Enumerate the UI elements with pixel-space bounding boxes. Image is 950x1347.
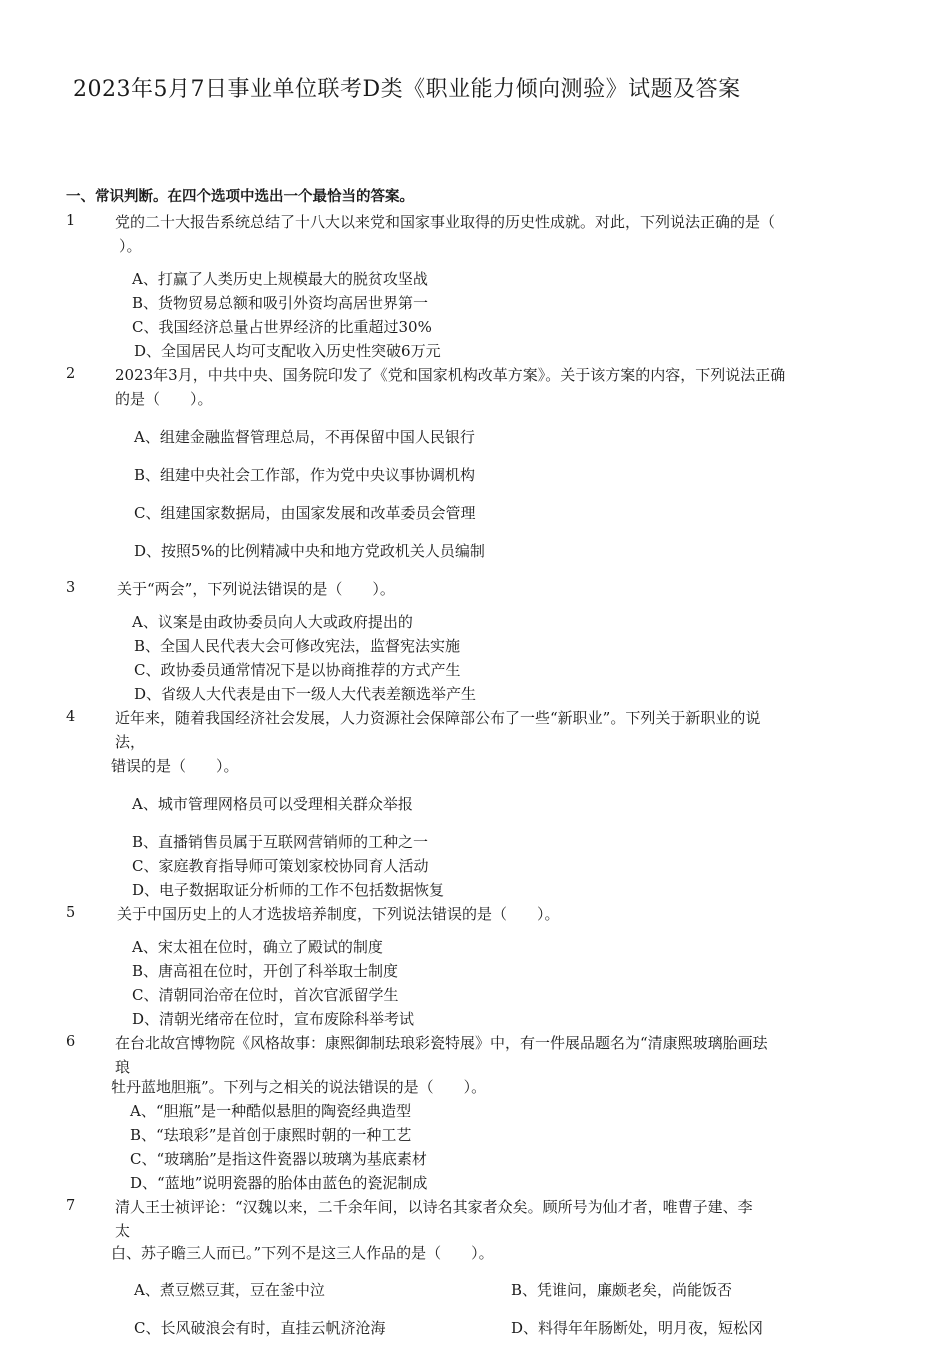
question-number: 3 (66, 580, 76, 596)
question-text: 琅 (115, 1058, 131, 1076)
question-text: 牡丹蓝地胆瓶”。下列与之相关的说法错误的是（ ）。 (111, 1078, 487, 1096)
option-d: D、省级人大代表是由下一级人大代表差额选举产生 (134, 685, 477, 703)
option-a: A、打赢了人类历史上规模最大的脱贫攻坚战 (132, 270, 428, 288)
question-number: 4 (66, 709, 76, 725)
option-c: C、我国经济总量占世界经济的比重超过30% (132, 318, 432, 336)
page-title: 2023年5月7日事业单位联考D类《职业能力倾向测验》试题及答案 (73, 77, 741, 102)
option-b: B、“珐琅彩”是首创于康熙时朝的一种工艺 (130, 1126, 412, 1144)
option-c: C、家庭教育指导师可策划家校协同育人活动 (132, 857, 429, 875)
question-text: 2023年3月，中共中央、国务院印发了《党和国家机构改革方案》。关于该方案的内容，下列说法正确 (115, 366, 786, 384)
question-text: 关于“两会”，下列说法错误的是（ ）。 (117, 580, 395, 598)
question-text: 党的二十大报告系统总结了十八大以来党和国家事业取得的历史性成就。对此，下列说法正确的是（ (115, 213, 776, 231)
question-number: 1 (66, 213, 76, 229)
option-c: C、长风破浪会有时，直挂云帆济沧海 (134, 1319, 386, 1337)
option-a: A、组建金融监督管理总局，不再保留中国人民银行 (134, 428, 475, 446)
question-text: 的是（ ）。 (115, 390, 213, 408)
question-number: 7 (66, 1198, 76, 1214)
option-c: C、政协委员通常情况下是以协商推荐的方式产生 (134, 661, 461, 679)
option-b: B、直播销售员属于互联网营销师的工种之一 (132, 833, 429, 851)
section-heading: 一、常识判断。在四个选项中选出一个最恰当的答案。 (66, 189, 414, 205)
option-b: B、全国人民代表大会可修改宪法，监督宪法实施 (134, 637, 461, 655)
question-text: 白、苏子瞻三人而已。”下列不是这三人作品的是（ ）。 (111, 1244, 494, 1262)
option-c: C、“玻璃胎”是指这件瓷器以玻璃为基底素材 (130, 1150, 427, 1168)
question-text: 在台北故宫博物院《风格故事：康熙御制珐琅彩瓷特展》中，有一件展品题名为“清康熙玻璃胎画珐 (115, 1034, 768, 1052)
option-a: A、宋太祖在位时，确立了殿试的制度 (132, 938, 383, 956)
question-text: 太 (115, 1222, 131, 1240)
option-d: D、清朝光绪帝在位时，宣布废除科举考试 (132, 1010, 415, 1028)
option-a: A、煮豆燃豆萁，豆在釜中泣 (134, 1281, 325, 1299)
option-d: D、按照5%的比例精减中央和地方党政机关人员编制 (134, 542, 485, 560)
question-number: 2 (66, 366, 76, 382)
option-d: D、电子数据取证分析师的工作不包括数据恢复 (132, 881, 445, 899)
question-text: ）。 (119, 237, 142, 255)
option-b: B、货物贸易总额和吸引外资均高居世界第一 (132, 294, 429, 312)
option-c: C、清朝同治帝在位时，首次官派留学生 (132, 986, 399, 1004)
option-a: A、城市管理网格员可以受理相关群众举报 (132, 795, 413, 813)
question-text: 关于中国历史上的人才选拔培养制度，下列说法错误的是（ ）。 (117, 905, 560, 923)
option-d: D、料得年年肠断处，明月夜，短松冈 (511, 1319, 764, 1337)
question-number: 6 (66, 1034, 76, 1050)
question-text: 近年来，随着我国经济社会发展，人力资源社会保障部公布了一些“新职业”。下列关于新职业的说 (115, 709, 761, 727)
question-number: 5 (66, 905, 76, 921)
option-b: B、唐高祖在位时，开创了科举取士制度 (132, 962, 399, 980)
option-a: A、议案是由政协委员向人大或政府提出的 (132, 613, 413, 631)
option-d: D、“蓝地”说明瓷器的胎体由蓝色的瓷泥制成 (130, 1174, 428, 1192)
option-b: B、组建中央社会工作部，作为党中央议事协调机构 (134, 466, 476, 484)
option-b: B、凭谁问，廉颇老矣，尚能饭否 (511, 1281, 733, 1299)
question-text: 法， (115, 733, 146, 751)
option-d: D、全国居民人均可支配收入历史性突破6万元 (134, 342, 441, 360)
question-text: 清人王士祯评论：“汉魏以来，二千余年间，以诗名其家者众矣。顾所号为仙才者，唯曹子建、李 (115, 1198, 753, 1216)
option-c: C、组建国家数据局，由国家发展和改革委员会管理 (134, 504, 476, 522)
question-text: 错误的是（ ）。 (111, 757, 239, 775)
option-a: A、“胆瓶”是一种酷似悬胆的陶瓷经典造型 (130, 1102, 412, 1120)
